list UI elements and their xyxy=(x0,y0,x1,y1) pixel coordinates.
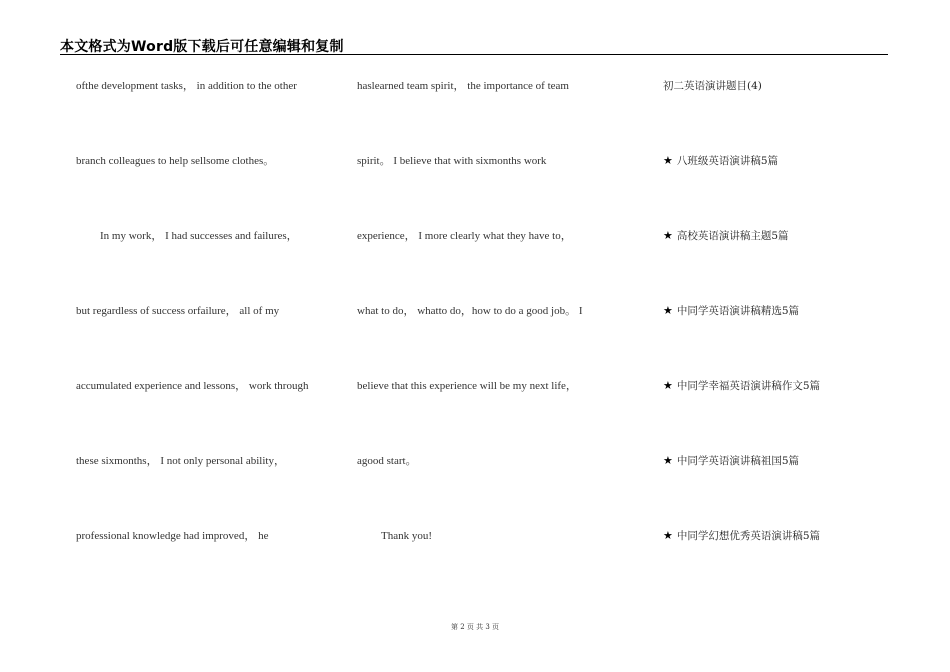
text-line: In my work， I had successes and failures， xyxy=(100,230,298,242)
star-icon: ★ xyxy=(663,304,673,317)
related-heading: 初二英语演讲题目(4) xyxy=(663,80,762,92)
related-link[interactable]: 中同学幻想优秀英语演讲稿5篇 xyxy=(676,530,821,542)
text-line: agood start。 xyxy=(357,455,417,467)
document-header-title: 本文格式为Word版下载后可任意编辑和复制 xyxy=(60,39,344,55)
star-icon: ★ xyxy=(663,454,673,467)
related-item[interactable] xyxy=(663,153,903,228)
left-text-column xyxy=(76,78,336,603)
star-icon: ★ xyxy=(663,379,673,392)
related-articles-column xyxy=(663,78,903,603)
star-icon: ★ xyxy=(663,529,673,542)
text-line: branch colleagues to help sellsome clothes。 xyxy=(76,155,275,167)
text-line: haslearned team spirit， the importance of team xyxy=(357,80,569,92)
star-icon: ★ xyxy=(663,154,673,167)
related-item[interactable] xyxy=(663,528,903,603)
text-line: professional knowledge had improved， he xyxy=(76,530,269,542)
text-line: experience， I more clearly what they have to， xyxy=(357,230,572,242)
header-divider xyxy=(60,54,888,55)
related-item[interactable] xyxy=(663,303,903,378)
closing-line: Thank you! xyxy=(381,530,433,542)
text-line: but regardless of success orfailure， all of my xyxy=(76,305,280,317)
related-link[interactable]: 中同学英语演讲稿祖国5篇 xyxy=(676,455,800,467)
page-number-footer: 第 2 页 共 3 页 xyxy=(450,623,500,631)
middle-text-column xyxy=(357,78,617,603)
related-item[interactable] xyxy=(663,228,903,303)
text-line: accumulated experience and lessons， work through xyxy=(76,380,309,392)
related-item[interactable] xyxy=(663,453,903,528)
star-icon: ★ xyxy=(663,229,673,242)
text-line: ofthe development tasks， in addition to the other xyxy=(76,80,297,92)
related-link[interactable]: 八班级英语演讲稿5篇 xyxy=(676,155,779,167)
text-line: these sixmonths， I not only personal ability， xyxy=(76,455,285,467)
text-line: believe that this experience will be my next life， xyxy=(357,380,577,392)
related-link[interactable]: 高校英语演讲稿主题5篇 xyxy=(676,230,789,242)
text-line: what to do， whatto do，how to do a good job。 I xyxy=(357,305,583,317)
related-link[interactable]: 中同学幸福英语演讲稿作文5篇 xyxy=(676,380,821,392)
related-item[interactable] xyxy=(663,378,903,453)
text-line: spirit。 I believe that with sixmonths work xyxy=(357,155,547,167)
related-link[interactable]: 中同学英语演讲稿精选5篇 xyxy=(676,305,800,317)
